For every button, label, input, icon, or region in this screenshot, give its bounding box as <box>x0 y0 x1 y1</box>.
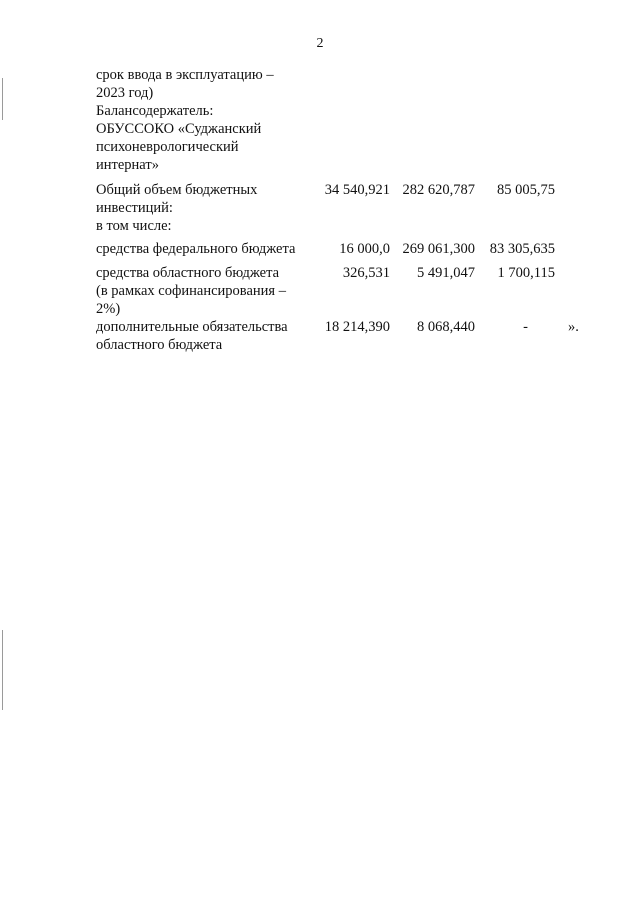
row-label <box>96 240 295 258</box>
left-margin-mark <box>2 630 3 710</box>
label-line: (в рамках софинансирования – <box>96 283 286 299</box>
value-cell: - <box>523 319 528 335</box>
label-line: областного бюджета <box>96 337 223 353</box>
text-line: психоневрологический <box>96 139 239 155</box>
value-cell: 269 061,300 <box>402 241 475 257</box>
text-line: срок ввода в эксплуатацию – <box>96 67 274 83</box>
label-line: 2%) <box>96 301 121 317</box>
value-cell: 83 305,635 <box>489 241 555 257</box>
label-line: Общий объем бюджетных <box>96 182 258 198</box>
page-number: 2 <box>316 36 324 51</box>
value-cell: 5 491,047 <box>417 265 475 281</box>
value-cell: 282 620,787 <box>402 182 475 198</box>
label-line: дополнительные обязательства <box>96 319 288 335</box>
value-cell: 85 005,75 <box>497 182 555 198</box>
label-line: средства федерального бюджета <box>96 241 296 257</box>
label-line: в том числе: <box>96 218 172 234</box>
row-label <box>96 181 257 235</box>
text-line: 2023 год) <box>96 85 154 101</box>
value-cell: 326,531 <box>342 265 390 281</box>
row-label <box>96 264 286 318</box>
label-line: средства областного бюджета <box>96 265 280 281</box>
value-cell: 16 000,0 <box>339 241 390 257</box>
label-line: инвестиций: <box>96 200 173 216</box>
left-margin-mark <box>2 78 3 120</box>
text-line: интернат» <box>96 157 159 173</box>
value-cell: 34 540,921 <box>324 182 390 198</box>
text-line: ОБУССОКО «Суджанский <box>96 121 262 137</box>
row-label <box>96 318 288 354</box>
value-cell: 8 068,440 <box>417 319 475 335</box>
object-details <box>96 66 274 174</box>
text-line: Балансодержатель: <box>96 103 214 119</box>
value-cell: 18 214,390 <box>324 319 390 335</box>
closing-quote: ». <box>568 319 579 335</box>
value-cell: 1 700,115 <box>497 265 555 281</box>
